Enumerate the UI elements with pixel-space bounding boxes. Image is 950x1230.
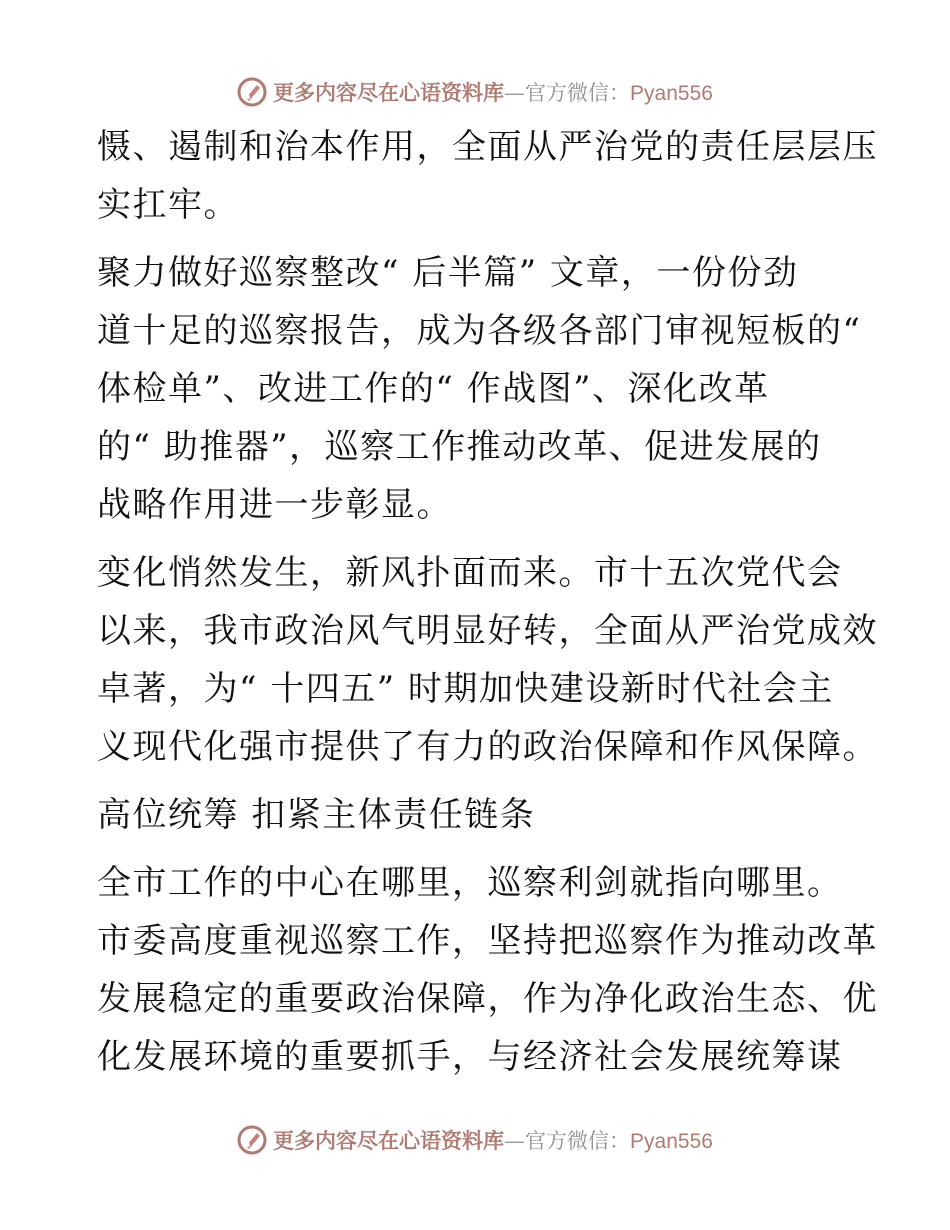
header-watermark [0,72,950,112]
section-heading [97,786,857,844]
pen-logo-icon [237,1125,267,1155]
text-line: 道十足的巡察报告，成为各级各部门审视短板的“ [97,311,862,351]
text-line: 全市工作的中心在哪里，巡察利剑就指向哪里。 [97,863,843,903]
text-line: 变化悄然发生，新风扑面而来。市十五次党代会 [97,553,843,593]
text-line: 以来，我市政治风气明显好转，全面从严治党成效 [97,611,878,651]
paragraph-1 [97,118,878,234]
document-body [97,118,878,1096]
header-text [273,77,713,107]
text-line: 聚力做好巡察整改“ 后半篇” 文章，一份份劲 [97,253,799,293]
footer-separator: — [504,1129,526,1153]
text-line: 体检单”、改进工作的“ 作战图”、深化改革 [97,369,770,409]
footer-wechat-label: 官方微信： [525,1129,631,1153]
text-line: 战略作用进一步彰显。 [97,485,452,525]
footer-site: 更多内容尽在心语资料库 [273,1128,505,1153]
text-line: 实扛牢。 [97,185,239,225]
footer-text [273,1125,713,1155]
header-separator: — [504,81,526,105]
paragraph-4 [97,854,878,1086]
text-line: 化发展环境的重要抓手，与经济社会发展统筹谋 [97,1037,843,1077]
heading-line: 高位统筹 扣紧主体责任链条 [97,795,536,835]
pen-logo-icon [237,77,267,107]
text-line: 发展稳定的重要政治保障，作为净化政治生态、优 [97,979,878,1019]
paragraph-3 [97,544,878,776]
paragraph-2 [97,244,862,534]
text-line: 卓著，为“ 十四五” 时期加快建设新时代社会主 [97,669,834,709]
header-wechat-id: Pyan556 [630,82,713,105]
text-line: 义现代化强市提供了有力的政治保障和作风保障。 [97,727,878,767]
text-line: 市委高度重视巡察工作，坚持把巡察作为推动改革 [97,921,878,961]
header-site: 更多内容尽在心语资料库 [273,80,505,105]
footer-watermark [0,1120,950,1160]
text-line: 的“ 助推器”，巡察工作推动改革、促进发展的 [97,427,822,467]
header-wechat-label: 官方微信： [525,81,631,105]
text-line: 慑、遏制和治本作用，全面从严治党的责任层层压 [97,127,878,167]
footer-wechat-id: Pyan556 [630,1130,713,1153]
